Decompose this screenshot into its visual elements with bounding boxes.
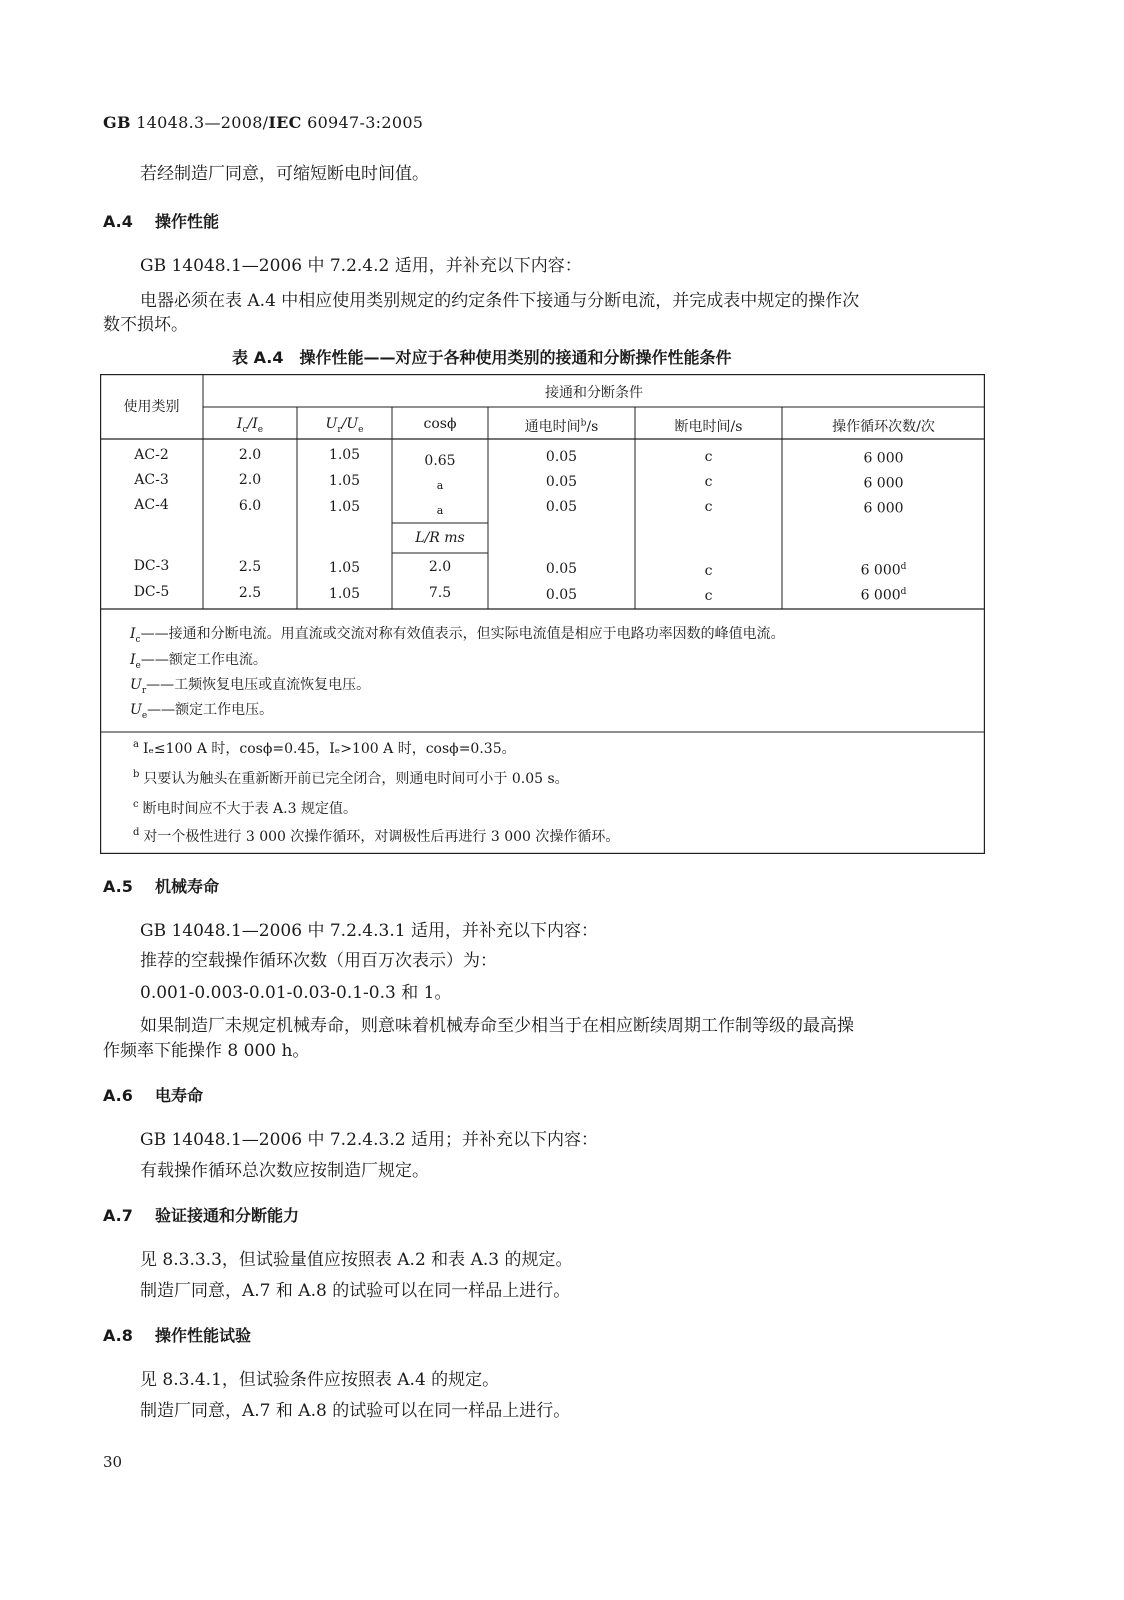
cell-ur: 1.05 — [328, 586, 361, 602]
a7-paragraph-1: 见 8.3.3.3，但试验量值应按照表 A.2 和表 A.3 的规定。 — [140, 1250, 573, 1270]
a4-paragraph-1: GB 14048.1—2006 中 7.2.4.2 适用，并补充以下内容： — [140, 256, 582, 276]
group-header: 接通和分断条件 — [545, 385, 643, 401]
std-number: 14048.3—2008/ — [136, 113, 269, 132]
cell-ie: 2.0 — [238, 472, 262, 488]
intro-paragraph: 若经制造厂同意，可缩短断电时间值。 — [140, 164, 429, 184]
a8-paragraph-1: 见 8.3.4.1，但试验条件应按照表 A.4 的规定。 — [140, 1370, 500, 1390]
col-off-time-header: 断电时间/s — [674, 419, 743, 435]
cell-cos: 0.65 — [424, 453, 456, 469]
page-number: 30 — [103, 1453, 123, 1471]
table-note: $U_r——$工频恢复电压或直流恢复电压。 — [130, 677, 371, 696]
a6-paragraph-1: GB 14048.1—2006 中 7.2.4.3.2 适用；并补充以下内容： — [140, 1130, 598, 1150]
cell-on-time: 0.05 — [545, 449, 578, 465]
a5-paragraph-1: GB 14048.1—2006 中 7.2.4.3.1 适用，并补充以下内容： — [140, 921, 598, 941]
section-number: A.6 — [103, 1086, 133, 1105]
cell-off-time: c — [704, 474, 713, 490]
table-note: $I_e——$额定工作电流。 — [130, 652, 267, 671]
section-number: A.4 — [103, 212, 133, 231]
table-footnote: $^b$ 只要认为触头在重新断开前已完全闭合，则通电时间可小于 0.05 s。 — [133, 769, 569, 787]
cell-lr: 7.5 — [428, 585, 452, 601]
a6-paragraph-2: 有载操作循环总次数应按制造厂规定。 — [140, 1161, 429, 1181]
a4-paragraph-2a: 电器必须在表 A.4 中相应使用类别规定的约定条件下接通与分断电流，并完成表中规定的操作次 — [140, 291, 860, 311]
a5-paragraph-3: 0.001-0.003-0.01-0.03-0.1-0.3 和 1。 — [140, 983, 452, 1003]
document-header — [103, 113, 423, 132]
col-cos-header: cosϕ — [423, 416, 457, 432]
cell-off-time: c — [704, 449, 713, 465]
section-title: 电寿命 — [155, 1086, 204, 1105]
section-number: A.7 — [103, 1206, 133, 1225]
cell-ur: 1.05 — [328, 499, 361, 515]
cell-ur: 1.05 — [328, 560, 361, 576]
section-a7-heading — [103, 1203, 299, 1226]
cell-ur: 1.05 — [328, 447, 361, 463]
section-title: 操作性能 — [155, 212, 220, 231]
table-note: $I_c——$接通和分断电流。用直流或交流对称有效值表示，但实际电流值是相应于电路功率因数的峰值电流。 — [130, 626, 785, 645]
table-caption: 表 A.4 操作性能——对应于各种使用类别的接通和分断操作性能条件 — [232, 348, 732, 367]
lr-subheader: L/R ms — [415, 530, 465, 546]
section-a8-heading — [103, 1323, 251, 1346]
section-title: 验证接通和分断能力 — [155, 1206, 300, 1225]
iec-number: 60947-3:2005 — [307, 113, 424, 132]
col-category-header: 使用类别 — [123, 399, 180, 415]
section-a6-heading — [103, 1083, 203, 1106]
col-ur-header: $U_r/U_e$ — [325, 416, 364, 435]
cell-category: AC-3 — [134, 472, 169, 488]
cell-cycles: 6 000$^d$ — [860, 587, 907, 604]
col-ie-header: $I_c/I_e$ — [236, 416, 264, 435]
cell-cos: a — [436, 504, 444, 517]
cell-on-time: 0.05 — [545, 587, 578, 603]
cell-ie: 2.5 — [238, 559, 262, 575]
cell-cycles: 6 000$^d$ — [860, 562, 907, 579]
section-a5-heading — [103, 874, 219, 897]
cell-category: DC-3 — [133, 558, 170, 574]
a5-paragraph-4a: 如果制造厂未规定机械寿命，则意味着机械寿命至少相当于在相应断续周期工作制等级的最高操 — [140, 1016, 854, 1036]
iec-prefix: IEC — [268, 113, 302, 132]
cell-ie: 2.5 — [238, 585, 262, 601]
cell-cycles: 6 000 — [863, 500, 904, 517]
table-footnote: $^d$ 对一个极性进行 3 000 次操作循环，对调极性后再进行 3 000 次操作循环。 — [133, 827, 620, 845]
col-cycles-header: 操作循环次数/次 — [832, 419, 935, 435]
section-number: A.5 — [103, 877, 133, 896]
section-a4-heading — [103, 209, 219, 232]
cell-ie: 2.0 — [238, 447, 262, 463]
cell-off-time: c — [704, 588, 713, 604]
table-a4 — [100, 374, 985, 854]
cell-category: DC-5 — [133, 584, 170, 600]
cell-on-time: 0.05 — [545, 499, 578, 515]
cell-category: AC-4 — [134, 497, 169, 513]
table-footnote: $^c$ 断电时间应不大于表 A.3 规定值。 — [133, 799, 357, 817]
a4-paragraph-2b: 数不损坏。 — [103, 315, 188, 335]
section-title: 机械寿命 — [155, 877, 220, 896]
a7-paragraph-2: 制造厂同意，A.7 和 A.8 的试验可以在同一样品上进行。 — [140, 1281, 571, 1301]
cell-ur: 1.05 — [328, 473, 361, 489]
cell-cos: a — [436, 479, 444, 492]
cell-off-time: c — [704, 499, 713, 515]
a5-paragraph-4b: 作频率下能操作 8 000 h。 — [103, 1041, 310, 1061]
section-number: A.8 — [103, 1326, 133, 1345]
cell-on-time: 0.05 — [545, 474, 578, 490]
table-footnote: $^a$ Iₑ≤100 A 时，cosϕ=0.45，Iₑ>100 A 时，cosϕ=0.35。 — [133, 739, 516, 757]
cell-category: AC-2 — [134, 447, 169, 463]
cell-on-time: 0.05 — [545, 561, 578, 577]
a5-paragraph-2: 推荐的空载操作循环次数（用百万次表示）为： — [140, 951, 497, 971]
cell-ie: 6.0 — [238, 498, 262, 514]
section-title: 操作性能试验 — [155, 1326, 252, 1345]
cell-cycles: 6 000 — [863, 450, 904, 467]
std-prefix: GB — [103, 113, 131, 132]
cell-cycles: 6 000 — [863, 475, 904, 492]
cell-off-time: c — [704, 563, 713, 579]
table-note: $U_e——$额定工作电压。 — [130, 702, 274, 721]
cell-lr: 2.0 — [428, 559, 452, 575]
a8-paragraph-2: 制造厂同意，A.7 和 A.8 的试验可以在同一样品上进行。 — [140, 1401, 571, 1421]
col-on-time-header: 通电时间$^b$/s — [524, 418, 599, 435]
